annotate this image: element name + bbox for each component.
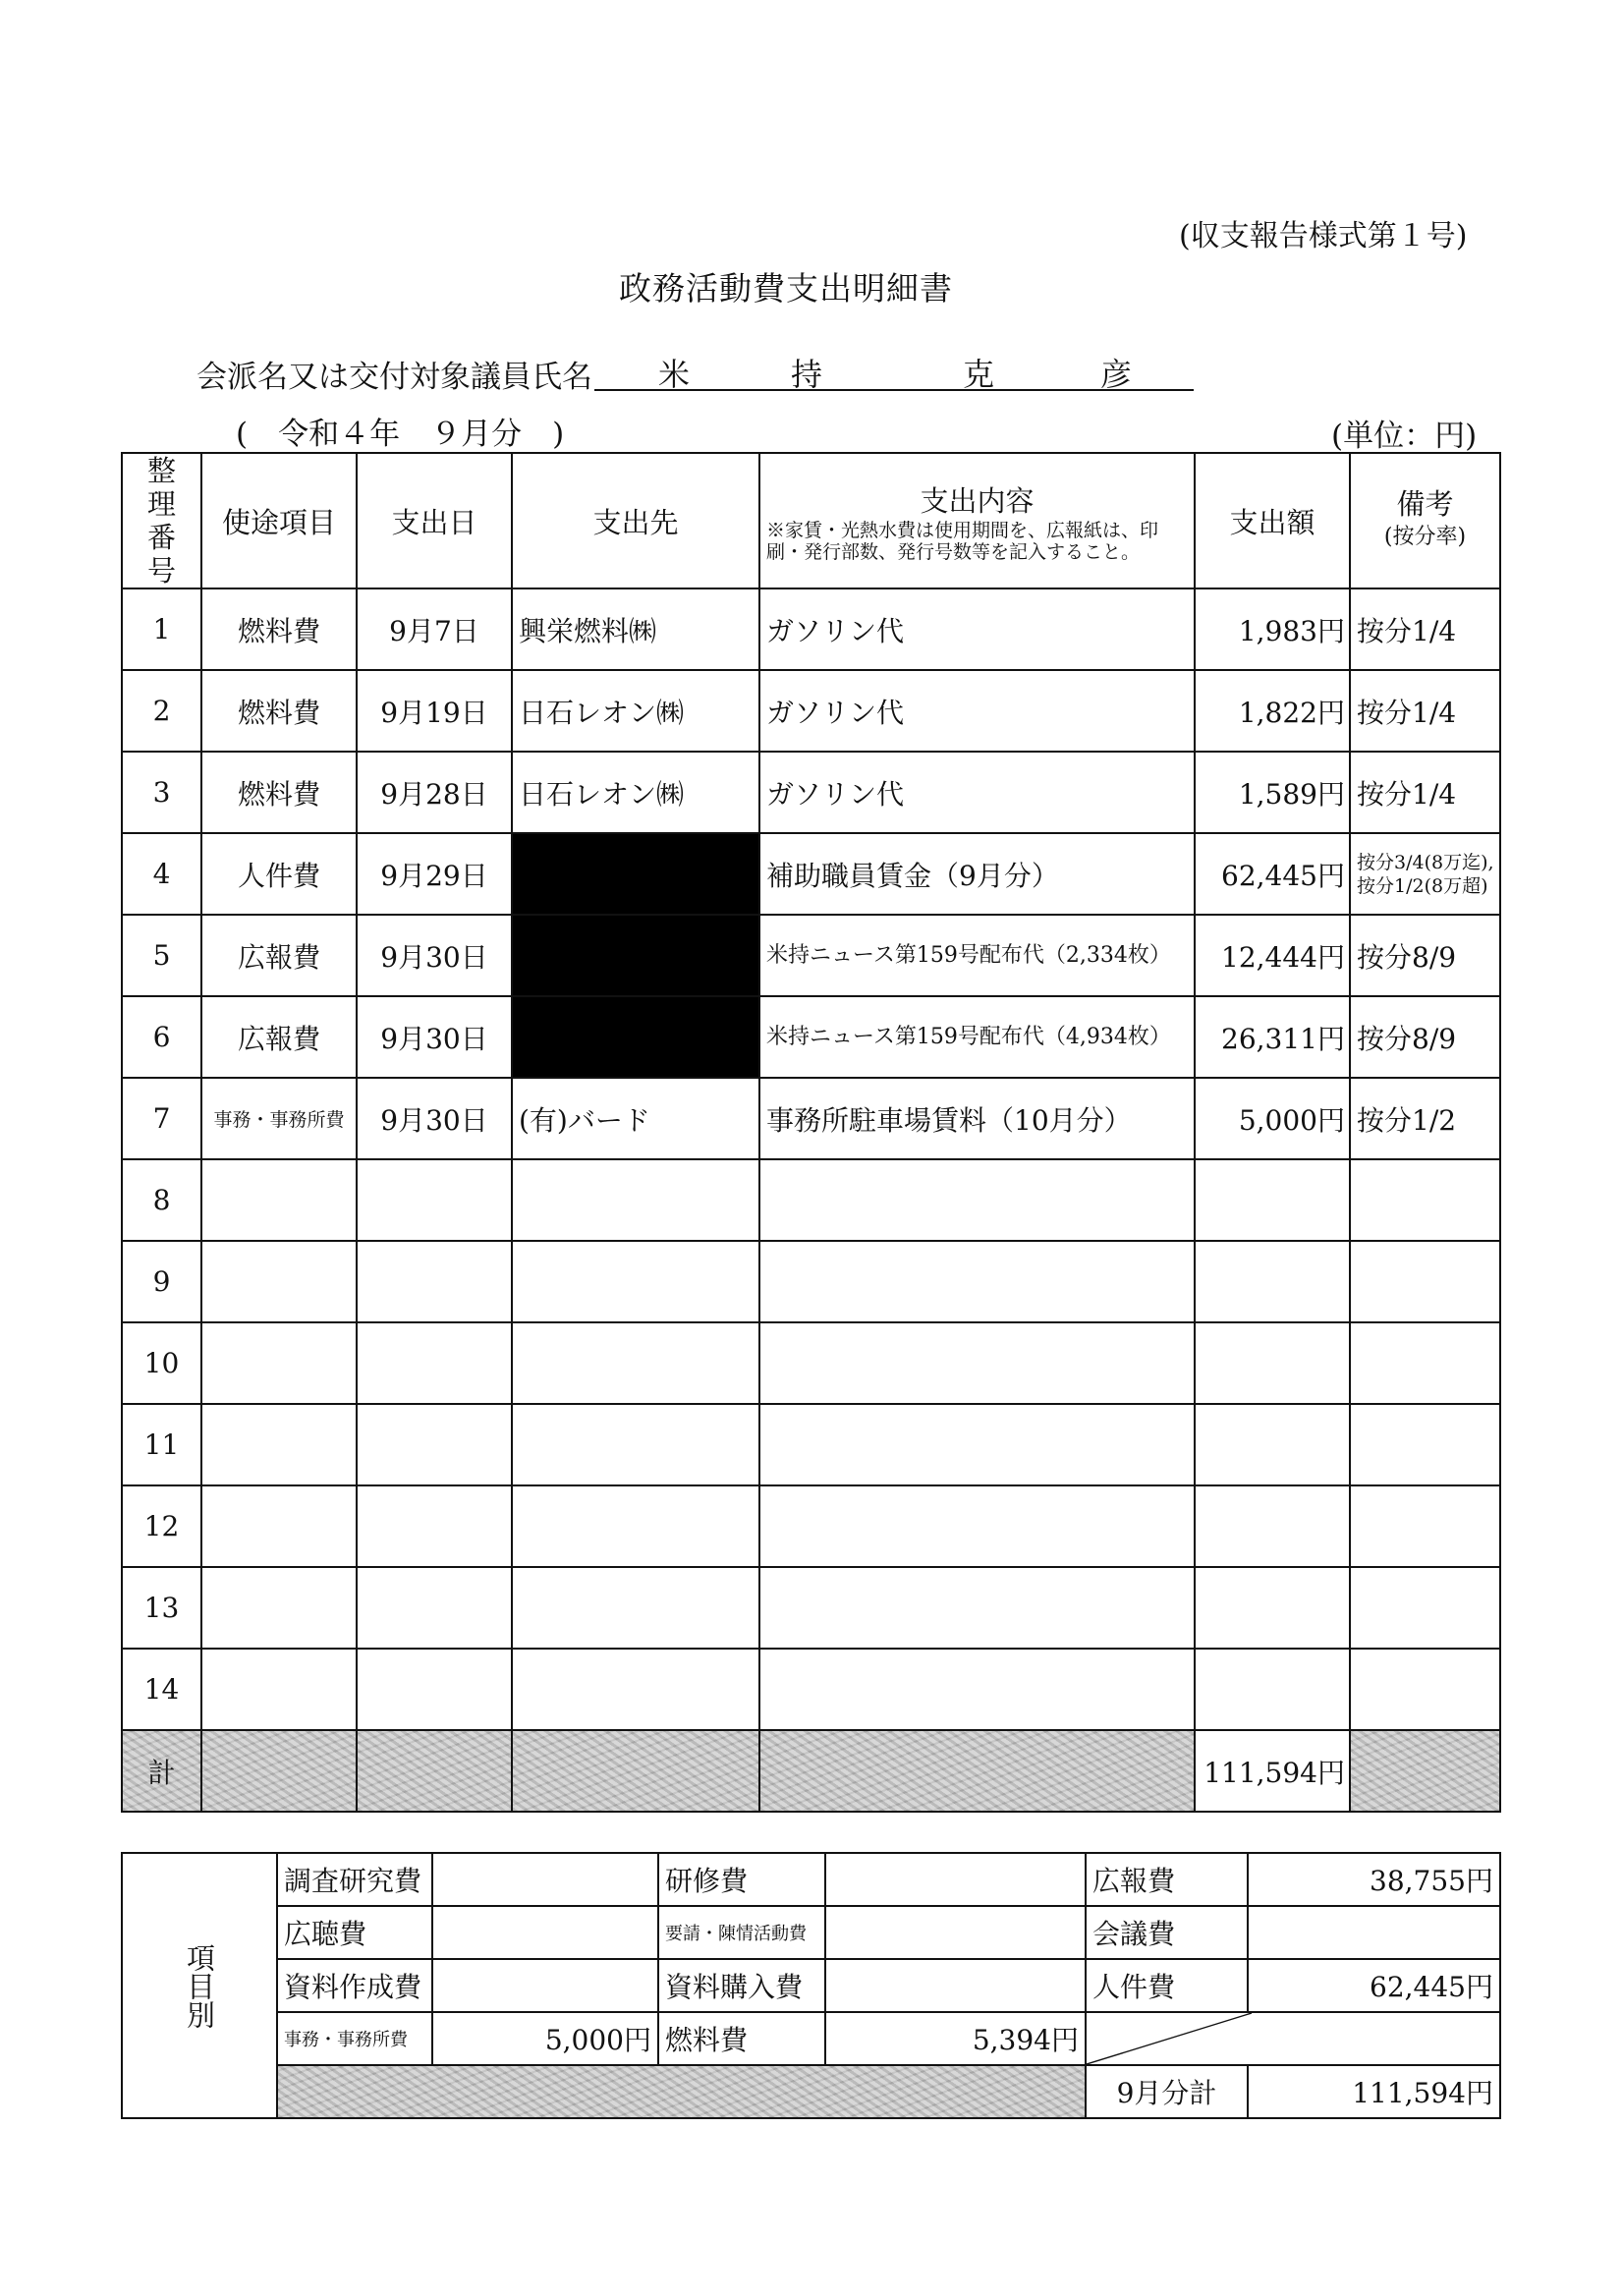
row-payee (512, 1567, 759, 1649)
row-no: 9 (122, 1241, 201, 1322)
col-header-payee: 支出先 (512, 453, 759, 588)
row-content: 事務所駐車場賃料（10月分） (759, 1078, 1195, 1159)
row-remarks: 按分1/2 (1350, 1078, 1500, 1159)
row-date: 9月28日 (357, 752, 512, 833)
row-no: 7 (122, 1078, 201, 1159)
row-remarks: 按分1/4 (1350, 588, 1500, 670)
row-date (357, 1241, 512, 1322)
summary-material-purchase-value (825, 1959, 1086, 2012)
row-amount (1195, 1322, 1350, 1404)
summary-petition-value (825, 1906, 1086, 1959)
member-name-char-3: 克 (963, 356, 995, 393)
col-header-content-note: ※家賃・光熱水費は使用期間を、広報紙は、印刷・発行部数、発行号数等を記入すること。 (766, 519, 1159, 563)
row-amount (1195, 1241, 1350, 1322)
expenditure-table (121, 452, 1501, 1813)
row-category: 燃料費 (201, 752, 357, 833)
summary-pr-value: 38,755円 (1248, 1853, 1500, 1906)
summary-research-label: 調査研究費 (277, 1853, 432, 1906)
total-shade-3 (512, 1730, 759, 1812)
summary-training-value (825, 1853, 1086, 1906)
row-no: 4 (122, 833, 201, 915)
summary-personnel-value: 62,445円 (1248, 1959, 1500, 2012)
row-content: ガソリン代 (759, 588, 1195, 670)
category-summary-table (121, 1852, 1501, 2119)
col-header-amount: 支出額 (1195, 453, 1350, 588)
summary-row-4 (122, 2012, 1500, 2065)
row-category: 広報費 (201, 996, 357, 1078)
total-amount: 111,594円 (1195, 1730, 1350, 1812)
row-remarks (1350, 1567, 1500, 1649)
row-payee-redacted (512, 833, 759, 915)
row-remarks: 按分1/4 (1350, 670, 1500, 752)
col-header-remarks (1350, 453, 1500, 588)
row-no: 12 (122, 1485, 201, 1567)
row-date (357, 1159, 512, 1241)
row-payee: (有)バード (512, 1078, 759, 1159)
row-category: 事務・事務所費 (201, 1078, 357, 1159)
member-label: 会派名又は交付対象議員氏名 (196, 360, 592, 395)
period: ( 令和４年 ９月分 ) (236, 417, 565, 452)
col-header-remarks-sub: (按分率) (1383, 525, 1467, 549)
row-amount: 1,822円 (1195, 670, 1350, 752)
summary-shaded-area (277, 2065, 1086, 2118)
table-row (122, 1159, 1500, 1241)
summary-row-3 (122, 1959, 1500, 2012)
total-shade-4 (759, 1730, 1195, 1812)
row-amount: 1,589円 (1195, 752, 1350, 833)
row-category: 燃料費 (201, 588, 357, 670)
row-content (759, 1322, 1195, 1404)
row-payee (512, 1159, 759, 1241)
row-date: 9月30日 (357, 996, 512, 1078)
table-row (122, 1649, 1500, 1730)
row-no: 13 (122, 1567, 201, 1649)
col-header-content (759, 453, 1195, 588)
row-no: 2 (122, 670, 201, 752)
row-remarks (1350, 1649, 1500, 1730)
row-amount: 1,983円 (1195, 588, 1350, 670)
row-amount (1195, 1404, 1350, 1485)
table-row (122, 1567, 1500, 1649)
row-content: ガソリン代 (759, 670, 1195, 752)
total-shade-2 (357, 1730, 512, 1812)
row-no: 14 (122, 1649, 201, 1730)
row-payee (512, 1322, 759, 1404)
total-row (122, 1730, 1500, 1812)
row-amount: 5,000円 (1195, 1078, 1350, 1159)
summary-material-creation-value (432, 1959, 658, 2012)
summary-row-1 (122, 1853, 1500, 1906)
summary-office-label: 事務・事務所費 (277, 2012, 432, 2065)
summary-personnel-label: 人件費 (1086, 1959, 1248, 2012)
row-category (201, 1649, 357, 1730)
member-name-char-2: 持 (791, 356, 823, 393)
row-remarks: 按分1/4 (1350, 752, 1500, 833)
table-row (122, 1078, 1500, 1159)
summary-meeting-label: 会議費 (1086, 1906, 1248, 1959)
row-amount (1195, 1159, 1350, 1241)
row-content (759, 1159, 1195, 1241)
member-name (594, 350, 1194, 391)
row-category: 燃料費 (201, 670, 357, 752)
row-amount (1195, 1649, 1350, 1730)
table-row (122, 670, 1500, 752)
summary-research-value (432, 1853, 658, 1906)
summary-diagonal-cell (1086, 2012, 1500, 2065)
row-category (201, 1159, 357, 1241)
summary-training-label: 研修費 (658, 1853, 825, 1906)
row-amount (1195, 1567, 1350, 1649)
summary-month-total-label: 9月分計 (1086, 2065, 1248, 2118)
row-remarks: 按分8/9 (1350, 996, 1500, 1078)
table-row (122, 1404, 1500, 1485)
row-category (201, 1241, 357, 1322)
table-row (122, 1322, 1500, 1404)
row-remarks (1350, 1404, 1500, 1485)
row-date (357, 1485, 512, 1567)
unit-label: (単位：円) (1331, 419, 1478, 454)
row-content: 米持ニュース第159号配布代（4,934枚） (759, 996, 1195, 1078)
row-content (759, 1649, 1195, 1730)
row-content (759, 1567, 1195, 1649)
summary-material-purchase-label: 資料購入費 (658, 1959, 825, 2012)
summary-month-total-value: 111,594円 (1248, 2065, 1500, 2118)
row-remarks (1350, 1322, 1500, 1404)
table-row (122, 752, 1500, 833)
row-payee (512, 1485, 759, 1567)
col-header-no: 整理番号 (122, 453, 201, 588)
total-shade-5 (1350, 1730, 1500, 1812)
row-date: 9月7日 (357, 588, 512, 670)
row-amount: 12,444円 (1195, 915, 1350, 996)
row-payee: 日石レオン㈱ (512, 670, 759, 752)
summary-fuel-label: 燃料費 (658, 2012, 825, 2065)
row-remarks (1350, 1241, 1500, 1322)
row-no: 8 (122, 1159, 201, 1241)
summary-material-creation-label: 資料作成費 (277, 1959, 432, 2012)
row-payee (512, 1404, 759, 1485)
row-no: 5 (122, 915, 201, 996)
col-header-category: 使途項目 (201, 453, 357, 588)
table-row (122, 1241, 1500, 1322)
row-category (201, 1404, 357, 1485)
summary-section-label: 項目別 (122, 1853, 277, 2118)
row-date (357, 1404, 512, 1485)
row-category: 人件費 (201, 833, 357, 915)
total-shade-1 (201, 1730, 357, 1812)
row-remarks (1350, 1485, 1500, 1567)
row-payee (512, 1649, 759, 1730)
row-category (201, 1322, 357, 1404)
document-title: 政務活動費支出明細書 (619, 269, 953, 308)
row-content (759, 1404, 1195, 1485)
row-content (759, 1241, 1195, 1322)
row-amount (1195, 1485, 1350, 1567)
form-number: (収支報告様式第１号) (1179, 219, 1468, 253)
row-date: 9月19日 (357, 670, 512, 752)
table-row (122, 915, 1500, 996)
col-header-content-title: 支出内容 (920, 483, 1035, 518)
summary-petition-label: 要請・陳情活動費 (658, 1906, 825, 1959)
row-no: 6 (122, 996, 201, 1078)
summary-row-5 (122, 2065, 1500, 2118)
row-content: ガソリン代 (759, 752, 1195, 833)
summary-hearing-value (432, 1906, 658, 1959)
row-no: 3 (122, 752, 201, 833)
row-payee: 興栄燃料㈱ (512, 588, 759, 670)
table-header-row (122, 453, 1500, 588)
row-content: 米持ニュース第159号配布代（2,334枚） (759, 915, 1195, 996)
summary-meeting-value (1248, 1906, 1500, 1959)
row-date: 9月30日 (357, 1078, 512, 1159)
row-amount: 62,445円 (1195, 833, 1350, 915)
row-content (759, 1485, 1195, 1567)
col-header-remarks-title: 備考 (1396, 487, 1454, 521)
row-amount: 26,311円 (1195, 996, 1350, 1078)
row-payee (512, 1241, 759, 1322)
row-no: 11 (122, 1404, 201, 1485)
summary-fuel-value: 5,394円 (825, 2012, 1086, 2065)
row-no: 10 (122, 1322, 201, 1404)
row-remarks: 按分3/4(8万迄),按分1/2(8万超) (1350, 833, 1500, 915)
summary-hearing-label: 広聴費 (277, 1906, 432, 1959)
row-remarks (1350, 1159, 1500, 1241)
row-date: 9月30日 (357, 915, 512, 996)
member-name-char-4: 彦 (1100, 356, 1133, 393)
summary-row-2 (122, 1906, 1500, 1959)
summary-office-value: 5,000円 (432, 2012, 658, 2065)
row-payee-redacted (512, 915, 759, 996)
total-label: 計 (122, 1730, 201, 1812)
row-date (357, 1649, 512, 1730)
row-remarks: 按分8/9 (1350, 915, 1500, 996)
row-category (201, 1567, 357, 1649)
table-row (122, 996, 1500, 1078)
table-row (122, 588, 1500, 670)
row-content: 補助職員賃金（9月分） (759, 833, 1195, 915)
member-name-char-1: 米 (658, 356, 691, 393)
row-no: 1 (122, 588, 201, 670)
row-category (201, 1485, 357, 1567)
row-category: 広報費 (201, 915, 357, 996)
diagonal-line-graphic (1087, 2013, 1499, 2064)
row-payee-redacted (512, 996, 759, 1078)
row-date: 9月29日 (357, 833, 512, 915)
row-payee: 日石レオン㈱ (512, 752, 759, 833)
summary-pr-label: 広報費 (1086, 1853, 1248, 1906)
row-date (357, 1567, 512, 1649)
table-row (122, 1485, 1500, 1567)
row-date (357, 1322, 512, 1404)
table-row (122, 833, 1500, 915)
col-header-date: 支出日 (357, 453, 512, 588)
